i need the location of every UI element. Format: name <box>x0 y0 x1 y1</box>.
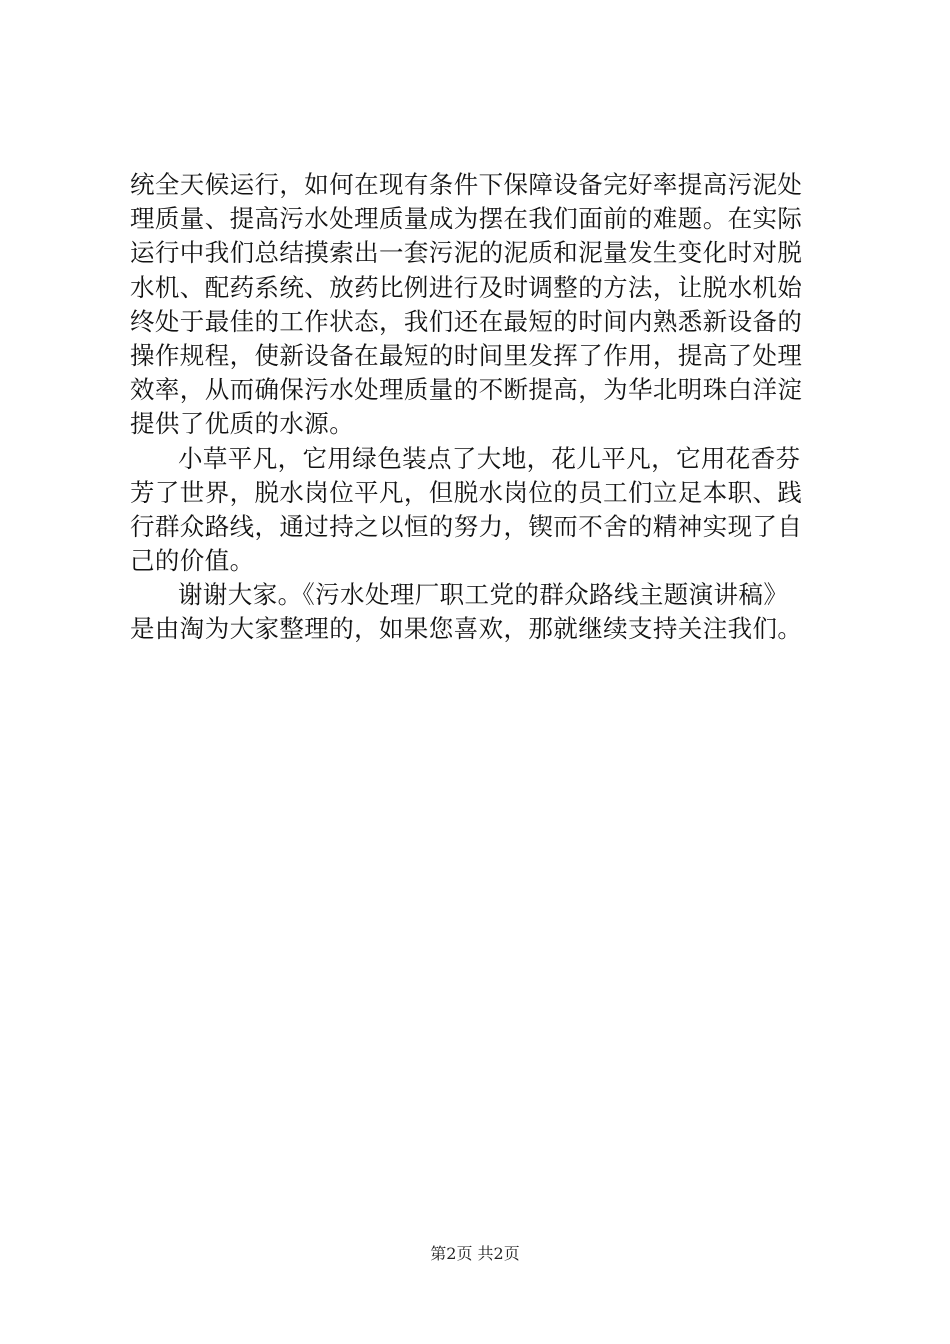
text-line: 操作规程，使新设备在最短的时间里发挥了作用，提高了处理 <box>130 340 803 370</box>
text-line: 己的价值。 <box>130 546 255 576</box>
text-line: 统全天候运行，如何在现有条件下保障设备完好率提高污泥处 <box>130 170 803 199</box>
text-line: 理质量、提高污水处理质量成为摆在我们面前的难题。在实际 <box>130 204 803 234</box>
text-line: 芳了世界，脱水岗位平凡，但脱水岗位的员工们立足本职、践 <box>130 477 803 507</box>
text-line: 终处于最佳的工作状态，我们还在最短的时间内熟悉新设备的 <box>130 306 803 336</box>
document-body <box>130 168 830 647</box>
text-line: 提供了优质的水源。 <box>130 409 355 439</box>
text-line: 小草平凡，它用绿色装点了大地，花儿平凡，它用花香芬 <box>178 443 801 473</box>
paragraph <box>130 578 830 646</box>
page-number-footer: 第2页 共2页 <box>430 1244 520 1263</box>
paragraph <box>130 442 830 579</box>
text-line: 行群众路线，通过持之以恒的努力，锲而不舍的精神实现了自 <box>130 511 803 541</box>
text-line: 效率，从而确保污水处理质量的不断提高，为华北明珠白洋淀 <box>130 375 803 405</box>
text-line: 是由淘为大家整理的，如果您喜欢，那就继续支持关注我们。 <box>130 614 803 644</box>
text-line: 谢谢大家。《污水处理厂职工党的群众路线主题演讲稿》 <box>178 580 789 610</box>
text-line: 水机、配药系统、放药比例进行及时调整的方法，让脱水机始 <box>130 272 803 302</box>
paragraph <box>130 168 830 442</box>
text-line: 运行中我们总结摸索出一套污泥的泥质和泥量发生变化时对脱 <box>130 238 803 268</box>
